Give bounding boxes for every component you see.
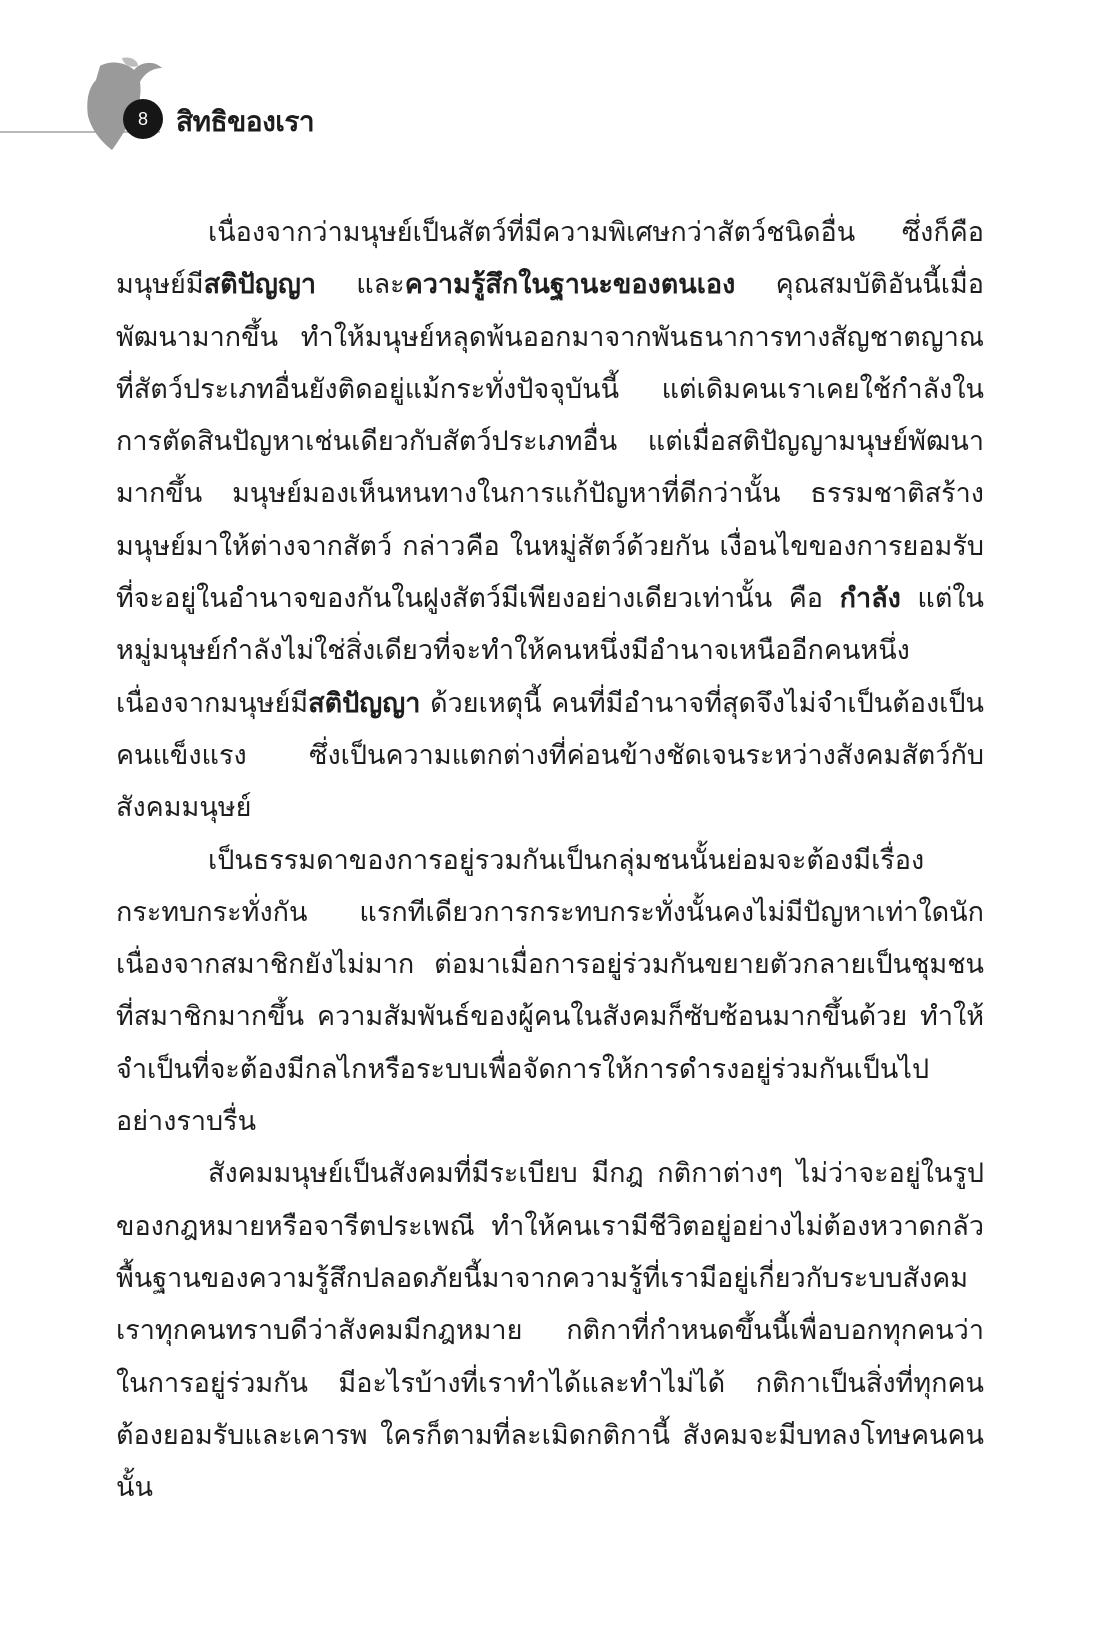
bold-term: สติปัญญา <box>308 687 421 719</box>
page-number: 8 <box>123 99 163 139</box>
bold-term: สติปัญญา <box>203 269 316 301</box>
running-title: สิทธิของเรา <box>176 105 315 138</box>
paragraph <box>116 835 984 1149</box>
text-run: คุณสมบัติอันนี้เมื่อพัฒนามากขึ้น ทำให้มนุษย์หลุดพ้นออกมาจากพันธนาการทางสัญชาตญาณที่สัตว์ประเภทอื่นยังติดอยู่แม้กระทั่งปัจจุบันนี้ แต่เดิมคนเราเคยใช้กำลังในการตัดสินปัญหาเช่นเดียวกับสัตว์ประเภทอื่น แต่เมื่อสติปัญญามนุษย์พัฒนามากขึ้น มนุษย์มองเห็นหนทางในการแก้ปัญหาที่ดีกว่านั้น ธรรมชาติสร้างมนุษย์มาให้ต่างจากสัตว์ กล่าวคือ ในหมู่สัตว์ด้วยกัน เงื่อนไขของการยอมรับที่จะอยู่ในอำนาจของกันในฝูงสัตว์มีเพียงอย่างเดียวเท่านั้น คือ <box>116 269 984 615</box>
body-text <box>116 207 984 1514</box>
text-run: และ <box>316 269 405 301</box>
paragraph <box>116 1148 984 1514</box>
page-header <box>0 0 1102 170</box>
text-run: เนื่องจากว่ามนุษย์เป็นสัตว์ที่มีความพิเศษกว่าสัตว์ชนิดอื่น ซึ่งก็คือมนุษย์มี <box>116 217 984 301</box>
bold-term: ความรู้สึกในฐานะของตนเอง <box>404 269 736 301</box>
bold-term: กำลัง <box>839 583 901 615</box>
text-run: สังคมมนุษย์เป็นสังคมที่มีระเบียบ มีกฎ กติกาต่างๆ ไม่ว่าจะอยู่ในรูปของกฎหมายหรือจารีตประเพณี ทำให้คนเรามีชีวิตอยู่อย่างไม่ต้องหวาดกลัว พื้นฐานของความรู้สึกปลอดภัยนี้มาจากความรู้ที่เรามีอยู่เกี่ยวกับระบบสังคม เราทุกคนทราบดีว่าสังคมมีกฎหมาย กติกาที่กำหนดขึ้นนี้เพื่อบอกทุกคนว่า ในการอยู่ร่วมกัน มีอะไรบ้างที่เราทำได้และทำไม่ได้ กติกาเป็นสิ่งที่ทุกคนต้องยอมรับและเคารพ ใครก็ตามที่ละเมิดกติกานี้ สังคมจะมีบทลงโทษคนคนนั้น <box>116 1158 984 1504</box>
text-run: เป็นธรรมดาของการอยู่รวมกันเป็นกลุ่มชนนั้นย่อมจะต้องมีเรื่องกระทบกระทั่งกัน แรกทีเดียวการกระทบกระทั่งนั้นคงไม่มีปัญหาเท่าใดนักเนื่องจากสมาชิกยังไม่มาก ต่อมาเมื่อการอยู่ร่วมกันขยายตัวกลายเป็นชุมชนที่สมาชิกมากขึ้น ความสัมพันธ์ของผู้คนในสังคมก็ซับซ้อนมากขึ้นด้วย ทำให้จำเป็นที่จะต้องมีกลไกหรือระบบเพื่อจัดการให้การดำรงอยู่ร่วมกันเป็นไปอย่างราบรื่น <box>116 844 984 1138</box>
text-run: แต่ในหมู่มนุษย์กำลังไม่ใช่สิ่งเดียวที่จะทำให้คนหนึ่งมีอำนาจเหนืออีกคนหนึ่ง เนื่องจากมนุษย์มี <box>116 583 984 719</box>
paragraph <box>116 207 984 835</box>
text-run: ด้วยเหตุนี้ คนที่มีอำนาจที่สุดจึงไม่จำเป็นต้องเป็นคนแข็งแรง ซึ่งเป็นความแตกต่างที่ค่อนข้างชัดเจนระหว่างสังคมสัตว์กับสังคมมนุษย์ <box>116 687 984 824</box>
